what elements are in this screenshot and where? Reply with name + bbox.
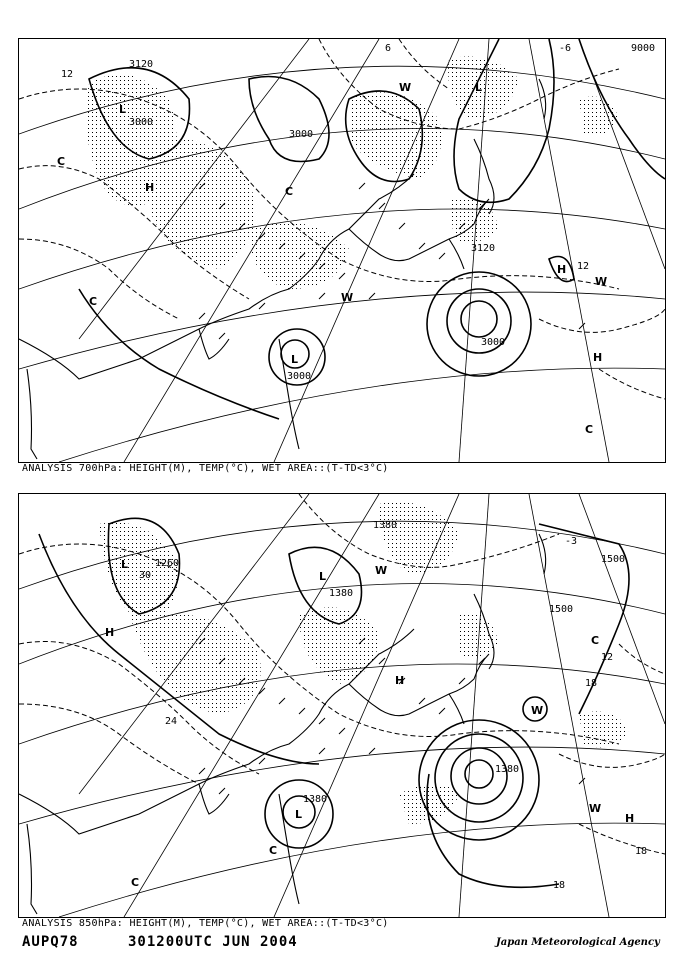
height-label: 1380 [329, 588, 354, 599]
coastlines [19, 534, 546, 914]
low-center: L [295, 808, 303, 821]
temperature-label: -6 [559, 43, 572, 54]
height-label: 3000 [129, 117, 154, 128]
high-center: H [105, 626, 115, 639]
low-center: L [119, 103, 127, 116]
wet-area [99, 502, 629, 824]
warm-center: W [375, 564, 388, 577]
height-label: 3000 [289, 129, 314, 140]
temperature-label: -3 [565, 536, 578, 547]
height-label: 1500 [601, 554, 626, 565]
height-label: 3000 [481, 337, 506, 348]
warm-center: W [341, 291, 354, 304]
temperature-label: 18 [553, 880, 566, 891]
map-panel-850hpa [18, 493, 666, 918]
warm-center: W [595, 275, 608, 288]
height-label: 3120 [471, 243, 496, 254]
warm-center: W [589, 802, 602, 815]
cold-center: C [591, 634, 600, 647]
warm-center: W [399, 81, 412, 94]
temperature-label: 6 [385, 43, 392, 54]
height-label: 1260 [155, 558, 180, 569]
height-label: 3120 [129, 59, 154, 70]
cold-center: C [585, 423, 594, 436]
cold-center: C [285, 185, 294, 198]
height-label: 1380 [495, 764, 520, 775]
temperature-label: 12 [601, 652, 614, 663]
temperature-label: 30 [139, 570, 152, 581]
warm-center: W [531, 704, 544, 717]
valid-time: 301200UTC JUN 2004 [128, 934, 298, 950]
map-850hpa-svg [19, 494, 665, 917]
panel-caption-850hpa: ANALYSIS 850hPa: HEIGHT(M), TEMP(°C), WET AREA::(T-TD<3°C) [22, 918, 389, 929]
low-center: L [475, 81, 483, 94]
high-center: H [625, 812, 635, 825]
map-panel-700hpa [18, 38, 666, 463]
temperature-label: 12 [577, 261, 590, 272]
height-label: 1380 [373, 520, 398, 531]
high-center: H [557, 263, 567, 276]
temperature-label: 18 [635, 846, 648, 857]
height-label: 3000 [287, 371, 312, 382]
cold-center: C [57, 155, 66, 168]
high-center: H [145, 181, 155, 194]
panel-caption-700hpa: ANALYSIS 700hPa: HEIGHT(M), TEMP(°C), WET AREA::(T-TD<3°C) [22, 463, 389, 474]
height-label: 1380 [303, 794, 328, 805]
agency-name: Japan Meteorological Agency [496, 937, 660, 948]
low-center: L [121, 558, 129, 571]
temperature-label: 18 [585, 678, 598, 689]
temperature-label: 12 [61, 69, 74, 80]
high-center: H [395, 674, 405, 687]
cold-center: C [89, 295, 98, 308]
height-label: 9000 [631, 43, 656, 54]
cold-center: C [131, 876, 140, 889]
height-label: 1500 [549, 604, 574, 615]
low-center: L [319, 570, 327, 583]
high-center: H [593, 351, 603, 364]
temperature-label: 24 [165, 716, 178, 727]
cold-center: C [269, 844, 278, 857]
isotherms [19, 39, 665, 399]
chart-id: AUPQ78 [22, 934, 79, 950]
low-center: L [291, 353, 299, 366]
map-700hpa-svg [19, 39, 665, 462]
